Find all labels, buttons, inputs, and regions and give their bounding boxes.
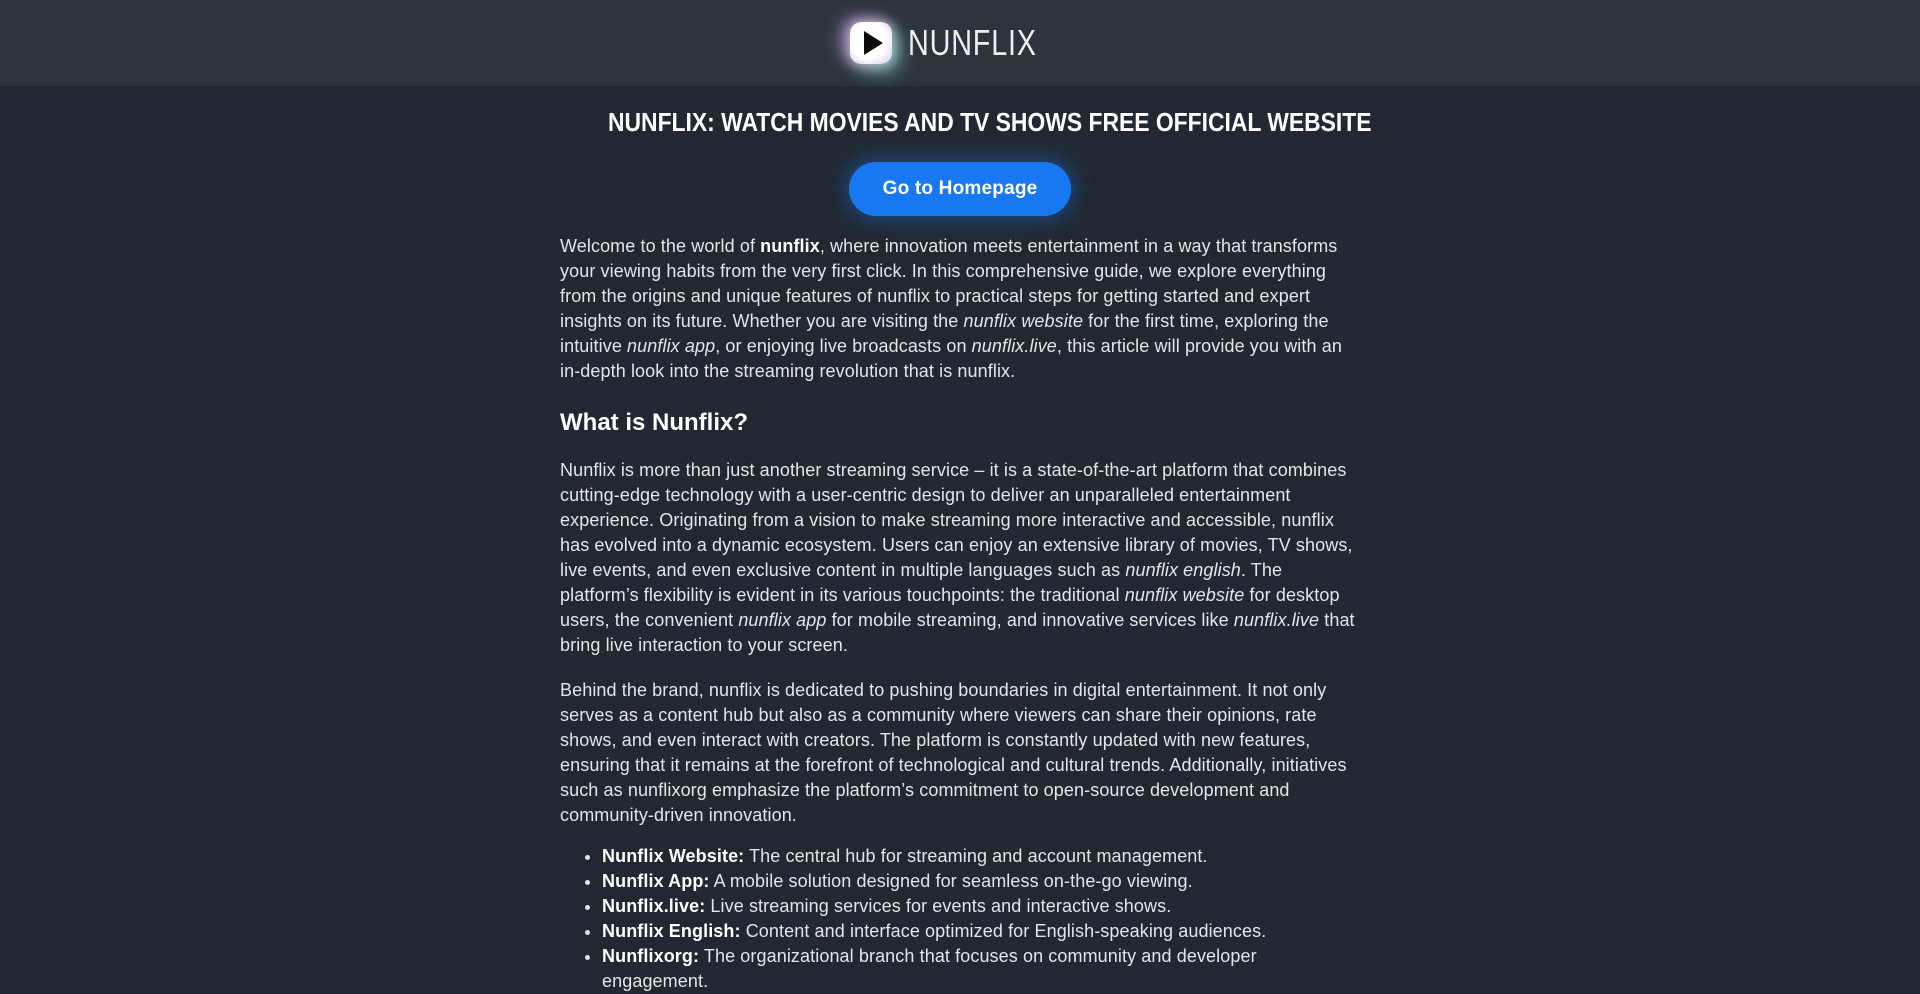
intro-paragraph: Welcome to the world of nunflix, where innovation meets entertainment in a way that transforms your viewing habits from the very first click. In this comprehensive guide, we explore everything from the origins and unique features of nunflix to practical steps for getting started and expert insights on its future. Whether you are visiting the nunflix website for the first time, exploring the intuitive nunflix app, or enjoying live broadcasts on nunflix.live, this article will provide you with an in-depth look into the streaming revolution that is nunflix. (560, 236, 1342, 381)
feature-list-item: • Nunflix App: A mobile solution designed for seamless on-the-go viewing. (602, 869, 1360, 894)
behind-brand-paragraph: Behind the brand, nunflix is dedicated to pushing boundaries in digital entertainment. It not only serves as a content hub but also as a community where viewers can share their opinions, rate shows, and even interact with creators. The platform is constantly updated with new features, ensuring that it remains at the forefront of technological and cultural trends. Additionally, initiatives such as nunflixorg emphasize the platform’s commitment to open-source development and community-driven innovation. (560, 680, 1347, 825)
top-header (0, 0, 1920, 86)
logo[interactable] (850, 22, 1069, 64)
play-icon (850, 22, 892, 64)
feature-list-item: • Nunflixorg: The organizational branch that focuses on community and developer engagement. (602, 944, 1360, 994)
go-to-homepage-button[interactable]: Go to Homepage (849, 162, 1072, 216)
what-is-paragraph: Nunflix is more than just another streaming service – it is a state-of-the-art platform that combines cutting-edge technology with a user-centric design to deliver an unparalleled entertainment experience. Originating from a vision to make streaming more interactive and accessible, nunflix has evolved into a dynamic ecosystem. Users can enjoy an extensive library of movies, TV shows, live events, and even exclusive content in multiple languages such as nunflix english. The platform’s flexibility is evident in its various touchpoints: the traditional nunflix website for desktop users, the convenient nunflix app for mobile streaming, and innovative services like nunflix.live that bring live interaction to your screen. (560, 460, 1355, 655)
feature-list (560, 844, 1360, 994)
feature-list-item: • Nunflix Website: The central hub for streaming and account management. (602, 844, 1360, 869)
page-title: NUNFLIX: WATCH MOVIES AND TV SHOWS FREE OFFICIAL WEBSITE (608, 107, 1372, 137)
cta-row (560, 162, 1360, 216)
section-heading: What is Nunflix? (560, 409, 748, 436)
feature-list-item: • Nunflix English: Content and interface optimized for English-speaking audiences. (602, 919, 1360, 944)
article (560, 106, 1372, 994)
feature-list-item: • Nunflix.live: Live streaming services for events and interactive shows. (602, 894, 1360, 919)
logo-text: NUNFLIX (908, 22, 1038, 63)
play-triangle-icon (864, 31, 883, 55)
